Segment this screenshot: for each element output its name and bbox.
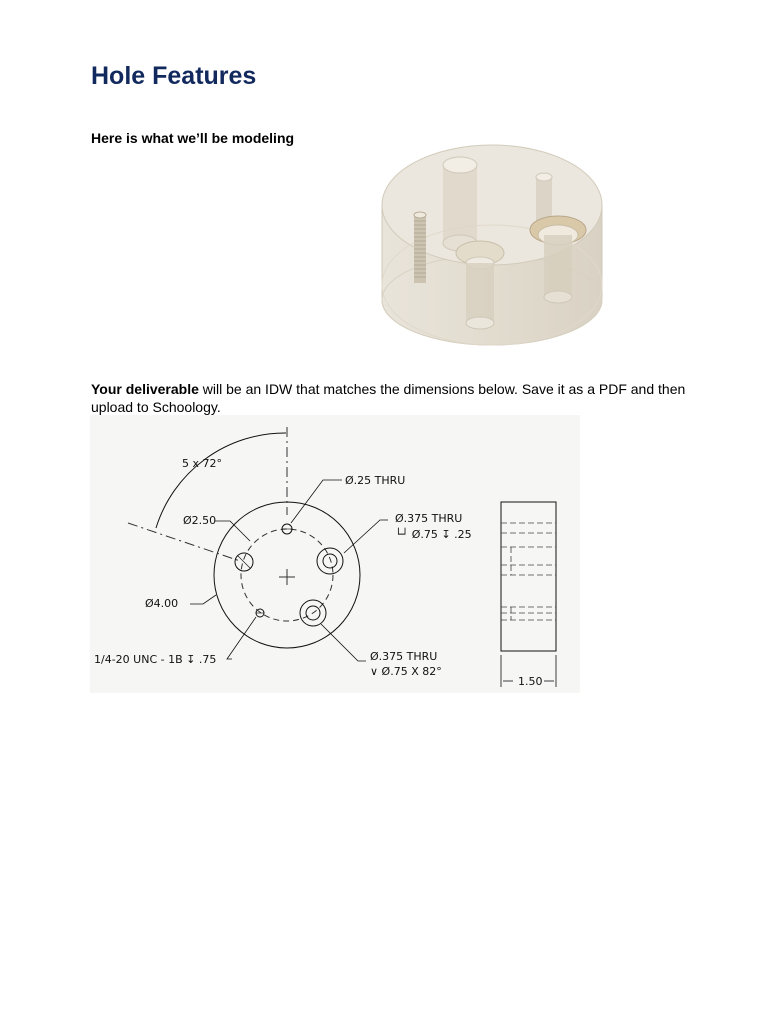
deliverable-bold-text: Your deliverable [91, 381, 199, 397]
csink-label-2: ∨ Ø.75 X 82° [370, 665, 442, 678]
bolt-circle-label: Ø2.50 [183, 514, 217, 527]
outer-diameter-label: Ø4.00 [145, 597, 179, 610]
cbore-label-1: Ø.375 THRU [395, 512, 463, 525]
csink-label-1: Ø.375 THRU [370, 650, 438, 663]
angle-label: 5 x 72° [182, 457, 222, 470]
side-view [501, 502, 556, 651]
tapped-hole-label: 1/4-20 UNC - 1B ↧ .75 [94, 653, 217, 666]
thru-hole-label: Ø.25 THRU [345, 474, 406, 487]
page-title: Hole Features [91, 62, 257, 90]
section-subheading: Here is what we’ll be modeling [91, 130, 295, 146]
thickness-label: 1.50 [518, 675, 543, 688]
deliverable-paragraph [91, 380, 691, 416]
deliverable-text: will be an IDW that matches the dimensions below. Save it as a PDF and then upload to Schoology. [91, 381, 686, 415]
engineering-drawing [90, 415, 580, 693]
cbore-hole-inner [323, 554, 337, 568]
cbore-label-2: └┘ Ø.75 ↧ .25 [395, 528, 472, 541]
cbore-hole-outer [317, 548, 343, 574]
3d-model-image [370, 135, 615, 355]
